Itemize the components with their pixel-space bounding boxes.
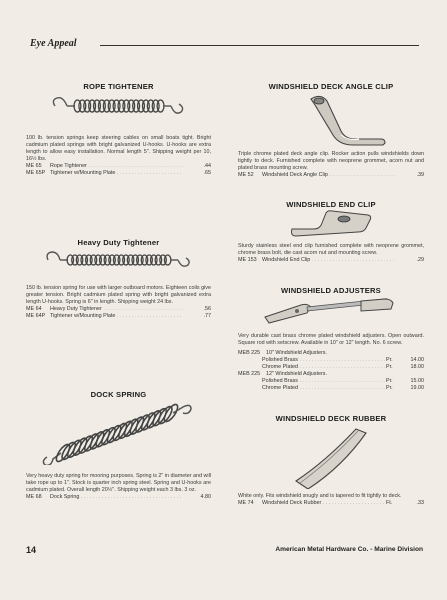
page-number: 14	[26, 545, 37, 555]
header-rule	[100, 45, 419, 46]
rope-tightener-section	[26, 82, 211, 177]
rope-tightener-spring-illustration	[49, 91, 189, 121]
product-row: ME 68 Dock Spring . . . 4.80	[26, 494, 211, 501]
product-row: ME 65 Rope Tightener . . . .44	[26, 163, 211, 170]
product-row: Chrome Plated . . . Pr. 19.00	[238, 385, 424, 392]
windshield-adjusters-illustration	[261, 295, 401, 325]
deck-angle-clip-section	[238, 82, 424, 179]
deck-rubber-title: WINDSHIELD DECK RUBBER	[275, 414, 387, 423]
adjuster-group-header: MEB 225 12" Windshield Adjusters.	[238, 370, 327, 377]
product-row: Polished Brass . . . Pr. 14.00	[238, 357, 424, 364]
spring-coil	[164, 255, 170, 265]
rope-tightener-title: ROPE TIGHTENER	[83, 82, 154, 91]
heavy-duty-spring-illustration	[44, 247, 194, 273]
dock-spring-section	[26, 390, 211, 501]
adjuster-group-header: MEB 225 10" Windshield Adjusters.	[238, 349, 327, 356]
product-row: ME 65P Tightener w/Mounting Plate . . . .65	[26, 170, 211, 177]
adjusters-section	[238, 286, 424, 392]
end-clip-illustration	[286, 209, 376, 237]
adjusters-title: WINDSHIELD ADJUSTERS	[281, 286, 381, 295]
product-row: Chrome Plated . . . Pr. 18.00	[238, 364, 424, 371]
deck-angle-clip-illustration	[271, 91, 391, 149]
product-row: ME 64 Heavy Duty Tightener . . . .56	[26, 306, 211, 313]
dock-spring-title: DOCK SPRING	[90, 390, 147, 399]
heavy-duty-tightener-title: Heavy Duty Tightener	[77, 238, 160, 247]
end-clip-title: WINDSHIELD END CLIP	[286, 200, 376, 209]
dock-spring-description: Very heavy duty spring for mooring purposes. Spring is 2" in diameter and will take rope up to 1". Stock is quarter inch spring steel. Spring and U-hooks are cadmium plated. Overall length 20½". Shipping weight each 3 lbs. 3 oz.	[26, 473, 211, 493]
deck-angle-clip-description: Triple chrome plated deck angle clip. Rocker action pulls windshields down tightly to deck. Furnished complete with neoprene grommet, acorn nut and plated brass mounting screw.	[238, 151, 424, 171]
product-row: Polished Brass . . . Pr. 15.00	[238, 378, 424, 385]
deck-rubber-illustration	[276, 423, 386, 489]
deck-rubber-description: White only. Fits windshield snugly and is tapered to fit tightly to deck.	[238, 493, 402, 499]
deck-rubber-section	[238, 414, 424, 507]
rope-tightener-description: 100 lb. tension springs keep steering cables on small boats tight. Bright cadmium plated springs with bright galvanized U-hooks. U-hooks are extra length to allow easy installation. Normal length 5". Shipping weight per 10, 16½ lbs.	[26, 135, 211, 162]
heavy-duty-tightener-description: 150 lb. tension spring for use with larger outboard motors. Eighteen coils give greater tension. Bright cadmium plated spring with bright galvanized extra length U-hooks. Spring is 6" in length. Shipping weight 24 lbs.	[26, 285, 211, 305]
end-clip-section	[238, 200, 424, 264]
product-row: ME 52 Windshield Deck Angle Clip . . . .39	[238, 172, 424, 179]
section-title: Eye Appeal	[30, 38, 77, 49]
product-row: ME 153 Windshield End Clip . . . .29	[238, 257, 424, 264]
spring-coil	[157, 100, 164, 112]
deck-angle-clip-title: WINDSHIELD DECK ANGLE CLIP	[268, 82, 394, 91]
end-clip-description: Sturdy stainless steel end clip furnished complete with neoprene grommet, chrome brass bolt, die cast acorn nut and mounting screw.	[238, 243, 424, 256]
company-name: American Metal Hardware Co. - Marine Division	[275, 546, 423, 553]
adjusters-description: Very durable cast brass chrome plated windshield adjusters. Open outward. Square rod with setscrew. Available in 10" or 12" length. No. 6 screw.	[238, 333, 424, 346]
heavy-duty-tightener-section	[26, 238, 211, 320]
dock-spring-illustration	[39, 399, 199, 465]
product-row: ME 74 Windshield Deck Rubber . . . Ft. .33	[238, 500, 424, 507]
product-row: ME 64P Tightener w/Mounting Plate . . . .77	[26, 313, 211, 320]
